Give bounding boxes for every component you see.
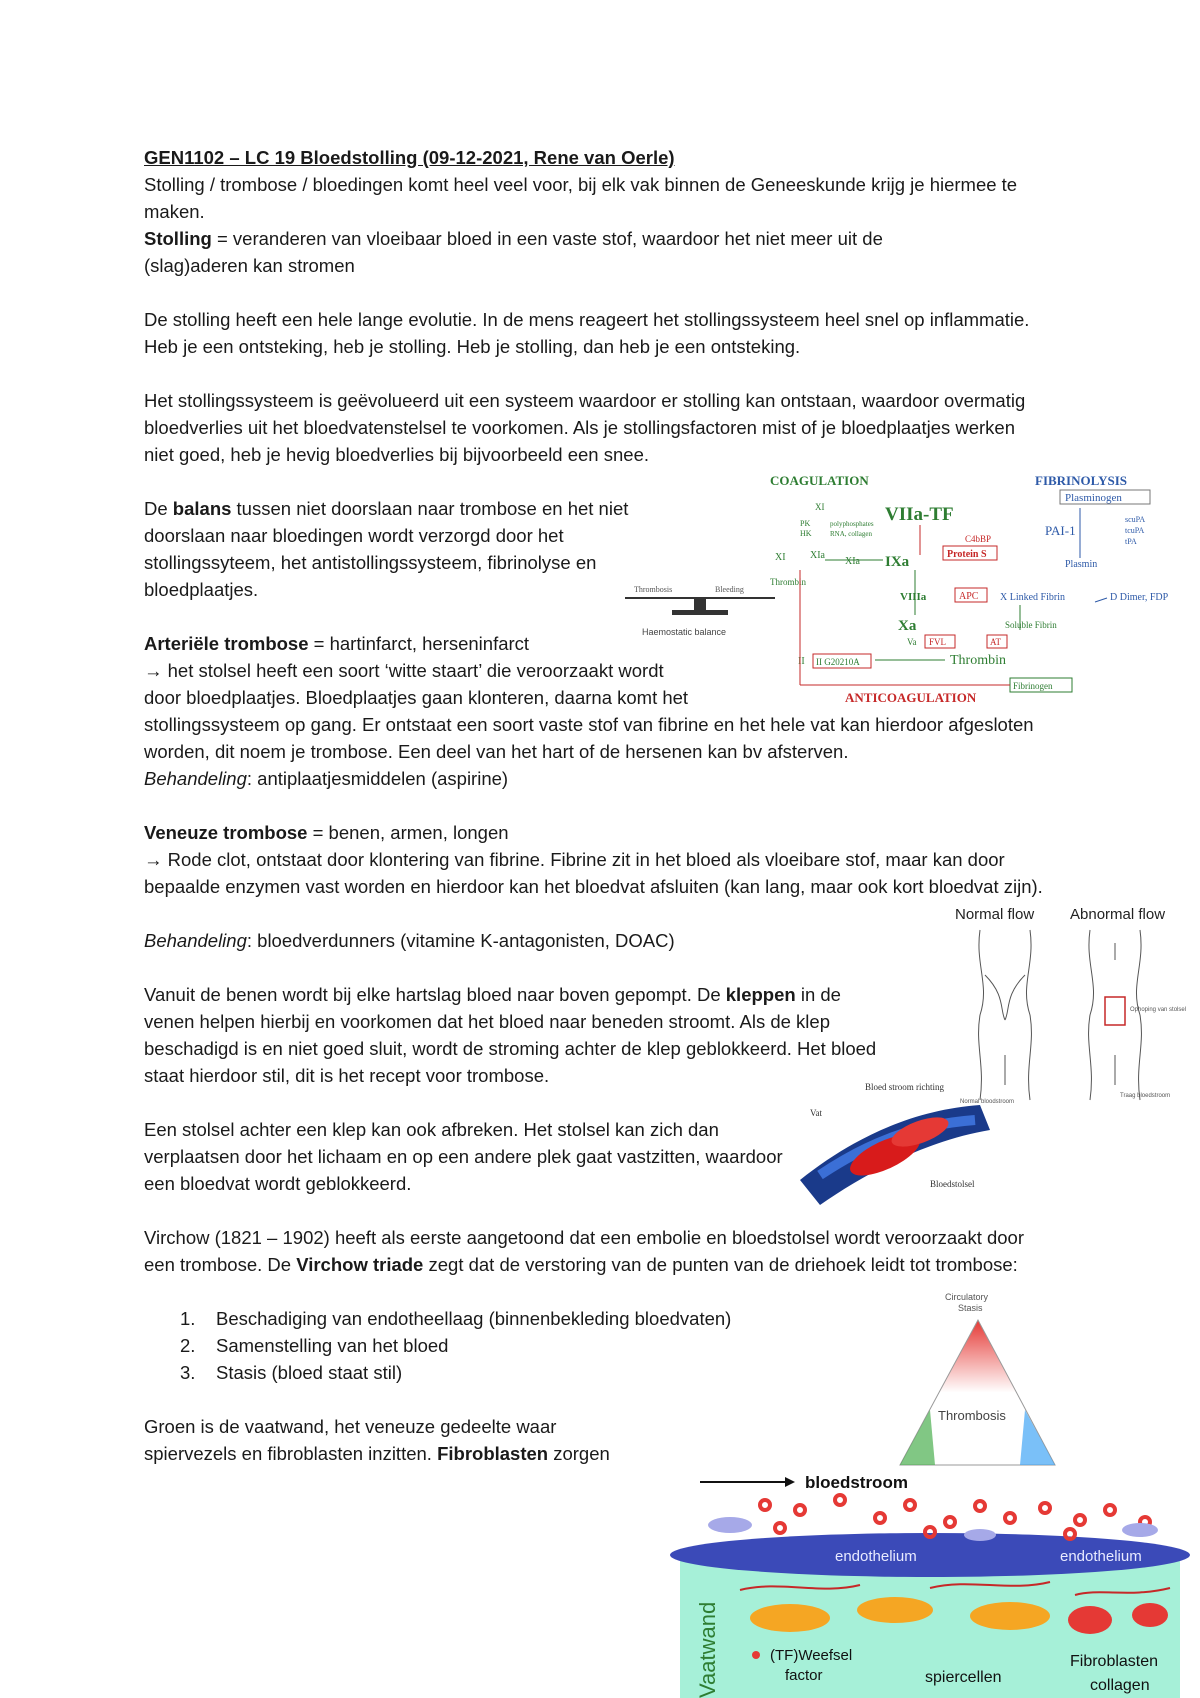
svg-text:Thrombin: Thrombin [770, 577, 806, 587]
arterial-line-2: → het stolsel heeft een soort ‘witte staart’ die veroorzaakt wordt [144, 660, 664, 681]
bloodstream-label: bloedstroom [805, 1473, 908, 1492]
balance-paragraph: De balans tussen niet doorslaan naar trombose en het niet doorslaan naar bloedingen wordt verzorgd door het stollingssyteem, het antistollingssysteem, fibrinolyse en bloedplaatjes. [144, 498, 629, 600]
svg-text:XI: XI [815, 502, 825, 512]
list-item: 1. Beschadiging van endotheellaag (binnenbekleding bloedvaten) [180, 1308, 732, 1329]
svg-text:RNA, collagen: RNA, collagen [830, 530, 872, 538]
valves-term: kleppen [725, 984, 796, 1005]
svg-text:XI: XI [775, 552, 786, 563]
venous-paragraph: → Rode clot, ontstaat door klontering van fibrine. Fibrine zit in het bloed als vloeibare stof, maar kan door bepaalde enzymen vast worden en hierdoor kan het bloedvat afsluiten (kan lang, maar ook kort bloedvat zijn). [144, 849, 1043, 897]
fibrinolysis-heading: FIBRINOLYSIS [1035, 473, 1128, 488]
svg-text:Bloed stroom richting: Bloed stroom richting [865, 1082, 944, 1092]
list-item: 3. Stasis (bloed staat stil) [180, 1362, 403, 1383]
svg-text:scuPA: scuPA [1125, 515, 1146, 524]
intro-paragraph: Stolling / trombose / bloedingen komt heel veel voor, bij elk vak binnen de Geneeskunde krijg je hiermee te maken. [144, 174, 1018, 222]
svg-text:spiercellen: spiercellen [925, 1669, 1002, 1686]
arterial-line-3: door bloedplaatjes. Bloedplaatjes gaan klonteren, daarna komt het [144, 687, 689, 708]
svg-text:HK: HK [800, 529, 812, 538]
viia-tf-label: VIIa-TF [885, 504, 954, 525]
svg-text:Thrombin: Thrombin [950, 653, 1006, 668]
evolution-paragraph: De stolling heeft een hele lange evolutie. In de mens reageert het stollingssysteem heel snel op inflammatie. Heb je een ontsteking, heb je stolling. Heb je stolling, dan heb je een ontsteking. [144, 309, 1030, 357]
svg-text:IXa: IXa [885, 554, 910, 570]
svg-text:Fibroblasten: Fibroblasten [1070, 1653, 1159, 1670]
svg-text:XIa: XIa [845, 556, 860, 567]
balance-caption: Haemostatic balance [642, 627, 727, 637]
haemostatic-balance-figure [620, 578, 780, 640]
arterial-treatment: Behandeling: antiplaatjesmiddelen (aspirine) [144, 768, 509, 789]
anticoagulation-heading: ANTICOAGULATION [845, 690, 977, 705]
stolling-definition [144, 225, 984, 279]
vessel-wall-figure [680, 1470, 1180, 1698]
stolling-definition-text: = veranderen van vloeibaar bloed in een vaste stof, waardoor het niet meer uit de (slag)aderen kan stromen [144, 228, 883, 276]
list-item: 2. Samenstelling van het bloed [180, 1335, 449, 1356]
svg-text:Normal bloodstroom: Normal bloodstroom [960, 1099, 1015, 1105]
triad-center-label: Thrombosis [938, 1408, 1006, 1423]
svg-text:Vat: Vat [810, 1108, 822, 1118]
svg-text:polyphosphates: polyphosphates [830, 520, 874, 528]
svg-text:Plasminogen: Plasminogen [1065, 492, 1122, 504]
stolling-term: Stolling [144, 228, 212, 249]
fibroblast-term: Fibroblasten [437, 1443, 549, 1464]
svg-text:Plasmin: Plasmin [1065, 559, 1098, 570]
title-text: GEN1102 – LC 19 Bloedstolling (09-12-2021, Rene van Oerle) [144, 147, 675, 168]
svg-text:Soluble Fibrin: Soluble Fibrin [1005, 620, 1057, 630]
svg-text:Va: Va [907, 637, 917, 647]
svg-text:Xa: Xa [898, 618, 917, 634]
virchow-triad-figure [890, 1290, 1070, 1470]
venous-treatment: Behandeling: bloedverdunners (vitamine K-antagonisten, DOAC) [144, 930, 675, 951]
valves-paragraph: venen helpen hierbij en voorkomen dat het bloed naar beneden stroomt. Als de klep beschadigd is en niet goed sluit, wordt de stroming achter de klep geblokkeerd. Het bloed staat hierdoor stil, dit is het recept voor trombose. [144, 1011, 877, 1086]
svg-text:tPA: tPA [1125, 537, 1137, 546]
vessel-clot-figure [790, 1080, 1010, 1210]
system-paragraph: Het stollingssysteem is geëvolueerd uit een systeem waardoor er stolling kan ontstaan, waardoor overmatig bloedverlies uit het bloedvatenstelsel te voorkomen. Als je stollingsfactoren mist of je bloedplaatjes werken niet goed, heb je hevig bloedverlies bij bijvoorbeeld een snee. [144, 390, 1026, 465]
svg-text:VIIIa: VIIIa [900, 591, 927, 603]
svg-text:XIa: XIa [810, 550, 825, 561]
svg-text:X Linked Fibrin: X Linked Fibrin [1000, 592, 1065, 603]
venous-flow-figure [950, 905, 1187, 1105]
svg-text:AT: AT [990, 637, 1001, 647]
svg-text:FVL: FVL [929, 637, 947, 647]
svg-text:C4bBP: C4bBP [965, 534, 992, 544]
arterial-line-4: stollingssysteem op gang. Er ontstaat een soort vaste stof van fibrine en het hele vat kan hierdoor afgesloten worden, dit noem je trombose. Een deel van het hart of de hersenen kan bv afsterven. [144, 714, 1034, 762]
svg-text:Protein S: Protein S [947, 549, 987, 560]
arterial-heading: Arteriële trombose = hartinfarct, herseninfarct [144, 633, 530, 654]
wall-line-1: Groen is de vaatwand, het veneuze gedeelte waar [144, 1416, 557, 1437]
svg-text:Fibrinogen: Fibrinogen [1013, 681, 1053, 691]
balance-right-label: Bleeding [715, 585, 744, 594]
coagulation-diagram [765, 470, 1169, 710]
arterial-term: Arteriële trombose [144, 633, 309, 654]
svg-text:D Dimer, FDP: D Dimer, FDP [1110, 592, 1169, 603]
svg-text:factor: factor [785, 1667, 823, 1684]
svg-text:PK: PK [800, 519, 811, 528]
virchow-term: Virchow triade [296, 1254, 424, 1275]
svg-text:endothelium: endothelium [1060, 1548, 1142, 1565]
venous-heading: Veneuze trombose = benen, armen, longen [144, 822, 509, 843]
balance-left-label: Thrombosis [634, 585, 673, 594]
virchow-paragraph: Virchow (1821 – 1902) heeft als eerste aangetoond dat een embolie en bloedstolsel wordt veroorzaakt door een trombose. De Virchow triade zegt dat de verstoring van de punten van de driehoek leidt tot trombose: [144, 1227, 1025, 1275]
virchow-list [180, 1305, 731, 1386]
coagulation-heading: COAGULATION [770, 473, 869, 488]
svg-text:II G20210A: II G20210A [816, 657, 860, 667]
page-title [144, 144, 675, 171]
svg-text:(TF)Weefsel: (TF)Weefsel [770, 1647, 853, 1664]
svg-text:Ophoping van stolsel: Ophoping van stolsel [1130, 1007, 1187, 1013]
balance-term: balans [172, 498, 232, 519]
vaatwand-label: Vaatwand [695, 1601, 720, 1698]
svg-text:tcuPA: tcuPA [1125, 526, 1145, 535]
svg-text:Traag bloedstroom: Traag bloedstroom [1120, 1093, 1171, 1099]
svg-text:Bloedstolsel: Bloedstolsel [930, 1179, 975, 1189]
svg-text:PAI-1: PAI-1 [1045, 523, 1076, 538]
abnormal-flow-label: Abnormal flow [1070, 906, 1166, 923]
normal-flow-label: Normal flow [955, 906, 1035, 923]
svg-text:Circulatory: Circulatory [945, 1292, 989, 1302]
embolism-paragraph: Een stolsel achter een klep kan ook afbreken. Het stolsel kan zich dan verplaatsen door het lichaam en op een andere plek gaat vastzitten, waardoor een bloedvat wordt geblokkeerd. [144, 1119, 783, 1194]
svg-text:Stasis: Stasis [958, 1303, 983, 1313]
wall-line-2: spiervezels en fibroblasten inzitten. Fibroblasten zorgen [144, 1443, 610, 1464]
venous-term: Veneuze trombose [144, 822, 308, 843]
svg-text:II: II [798, 656, 805, 667]
svg-text:collagen: collagen [1090, 1677, 1150, 1694]
svg-text:APC: APC [959, 591, 979, 602]
valves-line-1: Vanuit de benen wordt bij elke hartslag bloed naar boven gepompt. De kleppen in de [144, 984, 841, 1005]
svg-text:endothelium: endothelium [835, 1548, 917, 1565]
